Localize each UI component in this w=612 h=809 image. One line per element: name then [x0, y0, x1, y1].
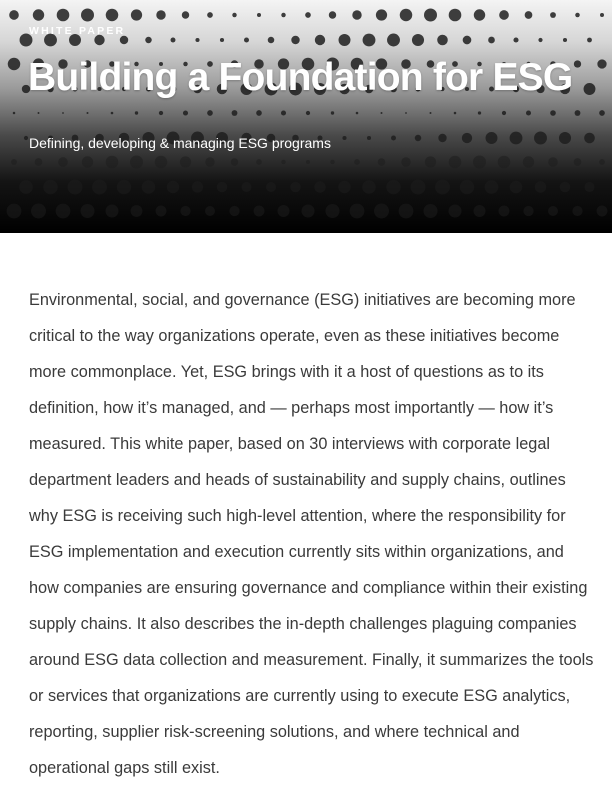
halftone-dot	[525, 11, 533, 19]
halftone-dot	[13, 112, 16, 115]
halftone-dot	[315, 35, 325, 45]
halftone-dot	[58, 157, 68, 167]
halftone-dot	[538, 38, 542, 42]
halftone-dot	[68, 180, 83, 195]
halftone-dot	[301, 204, 314, 217]
halftone-dot	[597, 59, 606, 68]
halftone-dot	[526, 110, 531, 115]
halftone-dot	[19, 180, 33, 194]
halftone-dot	[257, 13, 261, 17]
halftone-dot	[145, 37, 152, 44]
halftone-dot	[559, 132, 571, 144]
halftone-dot	[142, 180, 156, 194]
halftone-dot	[182, 11, 189, 18]
halftone-dot	[513, 37, 518, 42]
halftone-dot	[24, 136, 28, 140]
halftone-dot	[587, 38, 592, 43]
halftone-dot	[449, 9, 462, 22]
halftone-dot	[535, 181, 546, 192]
halftone-dot	[183, 110, 188, 115]
halftone-dot	[205, 157, 214, 166]
halftone-dot	[92, 180, 107, 195]
halftone-dot	[106, 156, 119, 169]
halftone-dot	[339, 34, 351, 46]
halftone-dot	[180, 206, 190, 216]
halftone-dot	[159, 111, 163, 115]
halftone-dot	[473, 156, 486, 169]
halftone-dot	[572, 206, 582, 216]
halftone-dot	[474, 205, 486, 217]
halftone-dot	[548, 157, 558, 167]
halftone-dot	[192, 181, 203, 192]
halftone-dot	[256, 110, 262, 116]
halftone-dot	[462, 133, 472, 143]
halftone-dot	[180, 156, 191, 167]
halftone-dot	[424, 9, 437, 22]
halftone-dot	[156, 10, 165, 19]
halftone-dot	[449, 156, 462, 169]
halftone-dot	[57, 9, 70, 22]
halftone-dot	[399, 204, 414, 219]
halftone-dot	[266, 182, 276, 192]
halftone-dot	[548, 206, 558, 216]
halftone-dot	[378, 158, 385, 165]
halftone-dot	[338, 181, 351, 194]
halftone-dot	[281, 160, 285, 164]
halftone-dot	[8, 58, 20, 70]
halftone-dot	[330, 160, 334, 164]
halftone-dot	[325, 204, 339, 218]
halftone-dot	[217, 182, 228, 193]
halftone-dot	[354, 159, 360, 165]
halftone-dot	[425, 156, 436, 167]
halftone-dot	[329, 11, 336, 18]
halftone-dot	[584, 133, 595, 144]
halftone-dot	[314, 181, 325, 192]
halftone-dot	[352, 10, 361, 19]
halftone-dot	[435, 180, 450, 195]
halftone-dot	[454, 112, 457, 115]
halftone-dot	[232, 13, 236, 17]
halftone-dot	[362, 180, 376, 194]
halftone-dot	[387, 34, 400, 47]
halftone-dot	[478, 111, 481, 114]
halftone-dot	[268, 37, 275, 44]
halftone-dot	[574, 60, 581, 67]
halftone-dot	[254, 206, 265, 217]
halftone-dot	[7, 204, 22, 219]
halftone-dot	[156, 206, 167, 217]
halftone-dot	[400, 9, 413, 22]
header-banner	[0, 0, 612, 233]
halftone-dot	[510, 181, 523, 194]
halftone-dot	[523, 156, 534, 167]
halftone-dot	[195, 38, 199, 42]
halftone-dot	[86, 112, 88, 114]
halftone-dot	[534, 132, 547, 145]
halftone-dot	[356, 112, 359, 115]
halftone-dot	[9, 10, 19, 20]
halftone-dot	[510, 132, 523, 145]
halftone-dot	[220, 38, 224, 42]
halftone-dot	[600, 13, 604, 17]
halftone-dot	[205, 206, 215, 216]
halftone-dot	[463, 36, 472, 45]
halftone-dot	[135, 111, 138, 114]
halftone-dot	[386, 180, 400, 194]
intro-paragraph: Environmental, social, and governance (ESG) initiatives are becoming more critical to the way organizations operate, even as these initiatives become more commonplace. Yet, ESG brings with it a host of questions as to its definition, how it’s managed, and — perhaps most importantly — how it’s measured. This white paper, based on 30 interviews with corporate legal department leaders and heads of sustainability and supply chains, outlines why ESG is receiving such high-level attention, where the responsibility for ESG implementation and execution currently sits within organizations, and how companies are ensuring governance and compliance within their existing supply chains. It also describes the in-depth challenges plaguing companies around ESG data collection and measurement. Finally, it summarizes the tools or services that organizations are currently using to execute ESG analytics, reporting, supplier risk-screening solutions, and where technical and operational gaps still exist.	[29, 291, 594, 777]
halftone-dot	[486, 132, 498, 144]
halftone-dot	[256, 159, 262, 165]
halftone-dot	[305, 12, 311, 18]
halftone-dot	[82, 156, 93, 167]
halftone-dot	[131, 9, 142, 20]
halftone-dot	[35, 158, 43, 166]
halftone-dot	[131, 205, 143, 217]
halftone-dot	[56, 204, 71, 219]
halftone-dot	[560, 182, 571, 193]
halftone-dot	[231, 158, 238, 165]
halftone-dot	[405, 112, 407, 114]
halftone-dot	[281, 110, 286, 115]
halftone-dot	[207, 12, 213, 18]
page-subtitle: Defining, developing & managing ESG programs	[29, 135, 331, 151]
document-type-label: WHITE PAPER	[29, 25, 126, 37]
halftone-dot	[117, 180, 131, 194]
halftone-dot	[350, 204, 365, 219]
halftone-dot	[111, 112, 114, 115]
halftone-dot	[563, 38, 567, 42]
halftone-dot	[599, 159, 605, 165]
halftone-dot	[412, 34, 424, 46]
halftone-dot	[120, 36, 128, 44]
halftone-dot	[523, 206, 533, 216]
halftone-dot	[574, 158, 582, 166]
halftone-dot	[291, 36, 299, 44]
halftone-dot	[278, 205, 290, 217]
halftone-dot	[106, 205, 119, 218]
halftone-dot	[485, 180, 499, 194]
halftone-dot	[401, 157, 410, 166]
halftone-dot	[81, 204, 95, 218]
halftone-dot	[38, 112, 40, 114]
halftone-dot	[376, 9, 387, 20]
halftone-dot	[167, 181, 179, 193]
halftone-dot	[81, 9, 94, 22]
halftone-dot	[171, 38, 176, 43]
halftone-dot	[575, 110, 581, 116]
halftone-dot	[306, 111, 310, 115]
halftone-dot	[423, 204, 437, 218]
halftone-dot	[438, 134, 446, 142]
halftone-dot	[550, 12, 556, 18]
halftone-dot	[290, 182, 301, 193]
halftone-dot	[430, 112, 432, 114]
halftone-dot	[232, 110, 238, 116]
halftone-dot	[244, 38, 249, 43]
halftone-dot	[502, 111, 506, 115]
halftone-dot	[448, 204, 461, 217]
halftone-dot	[363, 34, 376, 47]
halftone-dot	[374, 204, 389, 219]
halftone-dot	[306, 160, 310, 164]
halftone-dot	[155, 156, 168, 169]
halftone-dot	[499, 206, 510, 217]
halftone-dot	[584, 83, 596, 95]
halftone-dot	[342, 136, 346, 140]
halftone-dot	[241, 182, 251, 192]
halftone-dot	[550, 110, 556, 116]
halftone-dot	[415, 135, 421, 141]
halftone-dot	[498, 156, 511, 169]
page-title: Building a Foundation for ESG	[28, 56, 573, 99]
halftone-dot	[575, 13, 580, 18]
halftone-dot	[281, 13, 285, 17]
halftone-dot	[460, 180, 474, 194]
halftone-dot	[207, 110, 213, 116]
halftone-dot	[488, 37, 495, 44]
halftone-dot	[11, 159, 17, 165]
halftone-dot	[331, 111, 334, 114]
halftone-dot	[130, 156, 143, 169]
halftone-dot	[43, 180, 58, 195]
halftone-dot	[106, 9, 119, 22]
halftone-dot	[391, 136, 396, 141]
halftone-dot	[474, 9, 485, 20]
halftone-dot	[584, 182, 594, 192]
halftone-dot	[33, 9, 44, 20]
halftone-dot	[381, 112, 383, 114]
halftone-dot	[31, 204, 46, 219]
halftone-dot	[62, 112, 64, 114]
halftone-dot	[367, 136, 371, 140]
halftone-dot	[599, 110, 605, 116]
halftone-dot	[437, 35, 448, 46]
halftone-dot	[411, 180, 426, 195]
halftone-dot	[597, 206, 608, 217]
halftone-dot	[229, 206, 239, 216]
halftone-dot	[499, 10, 509, 20]
